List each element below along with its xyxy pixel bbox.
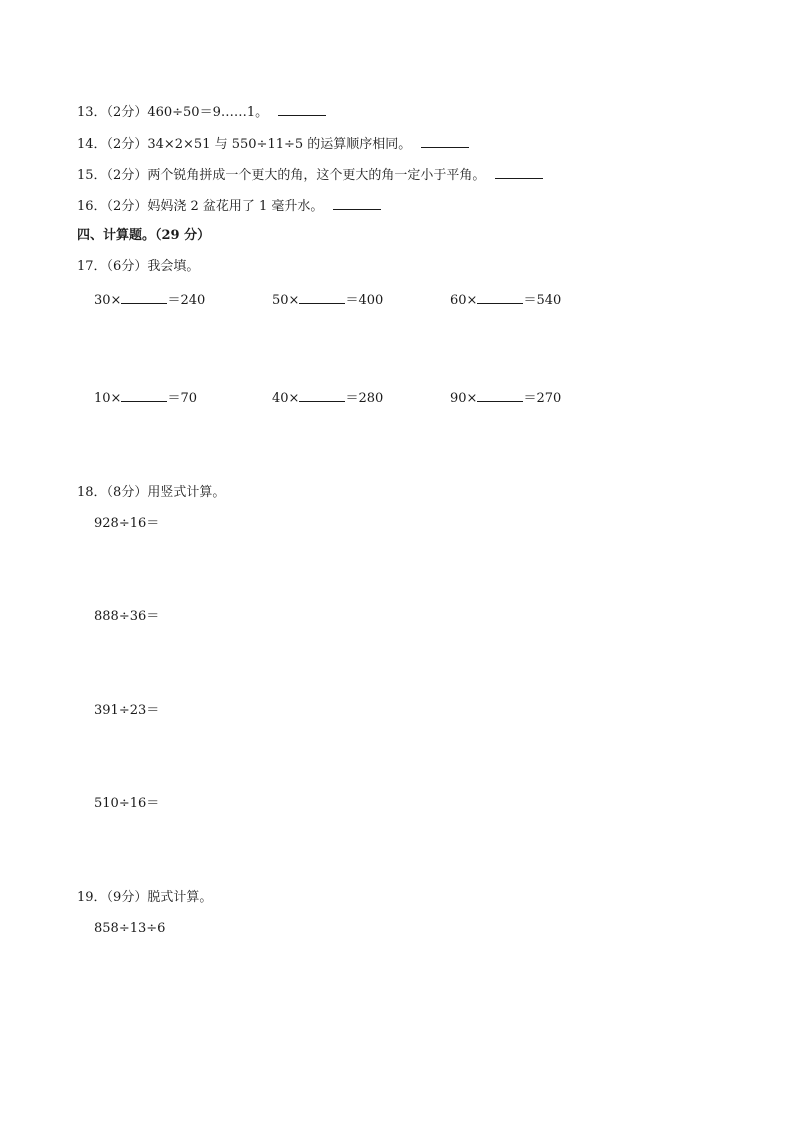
question-text: 妈妈浇 2 盆花用了 1 毫升水。: [147, 199, 324, 214]
question-text: 460÷50＝9……1。: [147, 105, 269, 120]
fill-blank[interactable]: [477, 291, 523, 304]
fill-item: [94, 389, 197, 407]
question-19: [77, 890, 212, 906]
calc-item: 391÷23＝: [94, 703, 160, 718]
fill-left: 90×: [450, 391, 478, 406]
fill-item: [450, 389, 561, 407]
fill-blank[interactable]: [299, 291, 345, 304]
question-score: （2分）: [106, 105, 148, 120]
question-text: 两个锐角拼成一个更大的角，这个更大的角一定小于平角。: [147, 168, 486, 183]
question-score: （2分）: [106, 168, 148, 183]
section-heading: 四、计算题。（29 分）: [77, 228, 211, 243]
question-number: 14．: [77, 137, 107, 152]
fill-blank[interactable]: [477, 389, 523, 402]
question-17: [77, 259, 199, 275]
question-score: （2分）: [106, 199, 148, 214]
question-score: （2分）: [106, 137, 148, 152]
fill-left: 10×: [94, 391, 122, 406]
answer-blank[interactable]: [421, 135, 469, 148]
question-number: 13．: [77, 105, 107, 120]
fill-right: ＝70: [167, 391, 197, 406]
fill-right: ＝540: [523, 293, 562, 308]
answer-blank[interactable]: [333, 197, 381, 210]
calc-item: 888÷36＝: [94, 609, 160, 624]
question-number: 18．: [77, 485, 107, 500]
fill-blank[interactable]: [299, 389, 345, 402]
question-number: 15．: [77, 168, 107, 183]
question-score: （9分）: [106, 890, 148, 905]
question-text: 34×2×51 与 550÷11÷5 的运算顺序相同。: [147, 137, 412, 152]
fill-right: ＝280: [345, 391, 384, 406]
question-18: [77, 485, 225, 501]
fill-right: ＝400: [345, 293, 384, 308]
calc-item: 510÷16＝: [94, 796, 160, 811]
question-13: [77, 103, 326, 121]
fill-item: [272, 389, 383, 407]
fill-blank[interactable]: [121, 389, 167, 402]
question-score: （8分）: [106, 485, 148, 500]
fill-item: [272, 291, 383, 309]
question-text: 我会填。: [147, 259, 200, 274]
fill-right: ＝240: [167, 293, 206, 308]
question-score: （6分）: [106, 259, 148, 274]
fill-right: ＝270: [523, 391, 562, 406]
fill-left: 40×: [272, 391, 300, 406]
question-14: [77, 135, 469, 153]
calc-item: 858÷13÷6: [94, 921, 166, 936]
answer-blank[interactable]: [278, 103, 326, 116]
question-text: 用竖式计算。: [147, 485, 226, 500]
fill-blank[interactable]: [121, 291, 167, 304]
fill-left: 30×: [94, 293, 122, 308]
answer-blank[interactable]: [495, 166, 543, 179]
question-number: 17．: [77, 259, 107, 274]
fill-left: 60×: [450, 293, 478, 308]
question-15: [77, 166, 543, 184]
fill-item: [94, 291, 205, 309]
question-text: 脱式计算。: [147, 890, 213, 905]
question-number: 16．: [77, 199, 107, 214]
question-16: [77, 197, 381, 215]
calc-item: 928÷16＝: [94, 516, 160, 531]
question-number: 19．: [77, 890, 107, 905]
fill-left: 50×: [272, 293, 300, 308]
fill-item: [450, 291, 561, 309]
